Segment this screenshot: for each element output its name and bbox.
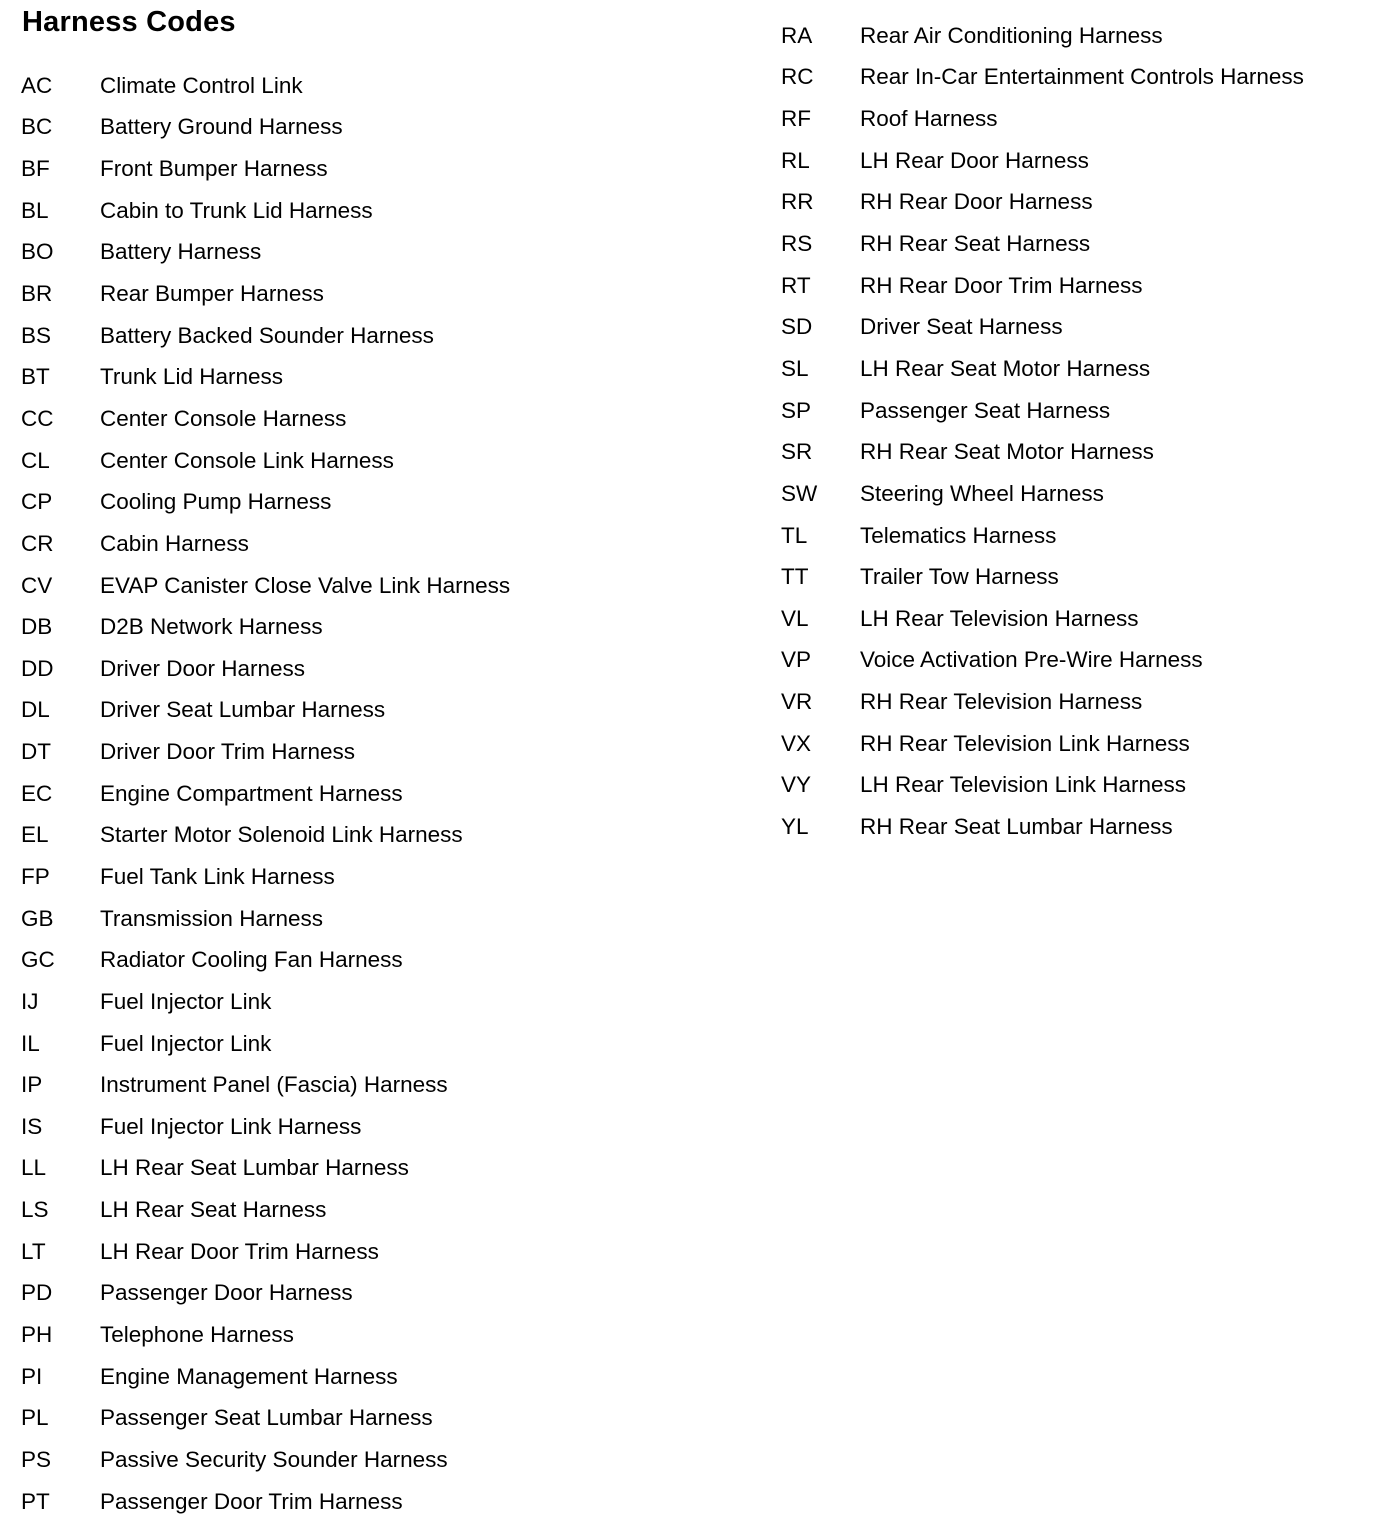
harness-code-row — [21, 315, 510, 357]
harness-description: Cabin to Trunk Lid Harness — [100, 197, 373, 223]
harness-code: TL — [781, 522, 808, 548]
harness-code: SP — [781, 397, 812, 423]
harness-code: VL — [781, 605, 809, 631]
harness-code-row — [781, 765, 1304, 807]
harness-code-row — [21, 523, 510, 565]
harness-code-row — [21, 1231, 510, 1273]
harness-description: Passenger Seat Lumbar Harness — [100, 1405, 433, 1431]
harness-description: LH Rear Door Harness — [860, 147, 1089, 173]
harness-code: DT — [21, 739, 51, 765]
harness-description: D2B Network Harness — [100, 614, 323, 640]
harness-code-row — [21, 1439, 510, 1481]
harness-code-row — [21, 856, 510, 898]
harness-code-row — [21, 565, 510, 607]
harness-code: LL — [21, 1155, 47, 1181]
harness-code-row — [21, 1189, 510, 1231]
harness-code-row — [21, 1356, 510, 1398]
harness-description: Front Bumper Harness — [100, 156, 328, 182]
harness-description: Center Console Link Harness — [100, 447, 394, 473]
harness-code: SL — [781, 355, 809, 381]
harness-code-row — [21, 107, 510, 149]
harness-code: DB — [21, 614, 53, 640]
harness-code-row — [21, 939, 510, 981]
harness-description: Rear In-Car Entertainment Controls Harness — [860, 64, 1304, 90]
harness-code-row — [781, 57, 1304, 99]
harness-code-row — [781, 598, 1304, 640]
harness-description: Driver Seat Harness — [860, 314, 1063, 340]
harness-code: EL — [21, 822, 49, 848]
harness-code: RC — [781, 64, 814, 90]
harness-code: VR — [781, 689, 813, 715]
harness-code-row — [21, 356, 510, 398]
harness-description: EVAP Canister Close Valve Link Harness — [100, 572, 511, 598]
harness-description: Radiator Cooling Fan Harness — [100, 947, 403, 973]
harness-code: BL — [21, 197, 49, 223]
harness-code-row — [21, 606, 510, 648]
harness-code-row — [21, 232, 510, 274]
harness-description: Telematics Harness — [860, 522, 1057, 548]
harness-description: Telephone Harness — [100, 1322, 294, 1348]
harness-code: DL — [21, 697, 50, 723]
harness-code-row — [781, 15, 1304, 57]
harness-code-row — [781, 473, 1304, 515]
harness-code: IL — [21, 1030, 40, 1056]
harness-code-row — [21, 690, 510, 732]
harness-code: RS — [781, 231, 813, 257]
harness-code-row — [781, 223, 1304, 265]
harness-code: TT — [781, 564, 809, 590]
harness-code-row — [21, 1023, 510, 1065]
harness-description: Rear Bumper Harness — [100, 281, 324, 307]
harness-code-row — [781, 681, 1304, 723]
harness-description: Cooling Pump Harness — [100, 489, 332, 515]
harness-code-row — [21, 440, 510, 482]
harness-code-row — [781, 140, 1304, 182]
harness-code: PI — [21, 1363, 43, 1389]
harness-description: Fuel Injector Link Harness — [100, 1113, 362, 1139]
harness-code-row — [21, 190, 510, 232]
harness-code-row — [781, 265, 1304, 307]
harness-code-row — [21, 65, 510, 107]
harness-code: RF — [781, 106, 811, 132]
harness-code-row — [21, 1148, 510, 1190]
harness-description: Center Console Harness — [100, 405, 347, 431]
harness-description: Battery Backed Sounder Harness — [100, 322, 434, 348]
harness-description: Engine Management Harness — [100, 1363, 398, 1389]
harness-code: IP — [21, 1072, 43, 1098]
harness-code: SR — [781, 439, 813, 465]
harness-code: VY — [781, 772, 812, 798]
harness-code: LT — [21, 1238, 46, 1264]
harness-code: PT — [21, 1488, 50, 1514]
harness-code: BC — [21, 114, 53, 140]
harness-description: Trunk Lid Harness — [100, 364, 283, 390]
harness-code: DD — [21, 655, 54, 681]
harness-description: Instrument Panel (Fascia) Harness — [100, 1072, 448, 1098]
harness-code-row — [21, 481, 510, 523]
harness-code-row — [21, 1398, 510, 1440]
harness-description: LH Rear Television Harness — [860, 605, 1139, 631]
harness-code-row — [781, 515, 1304, 557]
harness-code-row — [21, 815, 510, 857]
harness-code-row — [781, 640, 1304, 682]
harness-code-row — [781, 306, 1304, 348]
harness-code: RL — [781, 147, 810, 173]
harness-code-row — [781, 182, 1304, 224]
harness-code: PH — [21, 1322, 53, 1348]
harness-description: Steering Wheel Harness — [860, 480, 1104, 506]
harness-description: Passive Security Sounder Harness — [100, 1446, 448, 1472]
harness-code-row — [21, 898, 510, 940]
harness-code: RA — [781, 22, 813, 48]
harness-code-row — [781, 390, 1304, 432]
harness-description: RH Rear Seat Motor Harness — [860, 439, 1154, 465]
harness-code-row — [781, 723, 1304, 765]
harness-description: Rear Air Conditioning Harness — [860, 22, 1163, 48]
harness-code: CV — [21, 572, 53, 598]
harness-description: LH Rear Door Trim Harness — [100, 1238, 379, 1264]
harness-code: LS — [21, 1197, 49, 1223]
harness-description: Driver Seat Lumbar Harness — [100, 697, 386, 723]
harness-description: Voice Activation Pre-Wire Harness — [860, 647, 1203, 673]
harness-description: RH Rear Door Harness — [860, 189, 1093, 215]
harness-code-list-left — [21, 65, 510, 1522]
harness-description: Fuel Tank Link Harness — [100, 863, 335, 889]
harness-description: Trailer Tow Harness — [860, 564, 1059, 590]
harness-code-row — [21, 273, 510, 315]
harness-code: GC — [21, 947, 55, 973]
harness-code-row — [21, 1314, 510, 1356]
harness-code: RR — [781, 189, 814, 215]
harness-description: LH Rear Seat Lumbar Harness — [100, 1155, 409, 1181]
harness-description: Cabin Harness — [100, 530, 249, 556]
harness-description: Passenger Seat Harness — [860, 397, 1111, 423]
harness-code: BF — [21, 156, 50, 182]
harness-description: RH Rear Seat Harness — [860, 231, 1091, 257]
harness-code: BR — [21, 281, 53, 307]
harness-code: PD — [21, 1280, 53, 1306]
harness-description: LH Rear Television Link Harness — [860, 772, 1186, 798]
harness-code-row — [21, 648, 510, 690]
harness-code: BO — [21, 239, 54, 265]
harness-description: RH Rear Seat Lumbar Harness — [860, 813, 1173, 839]
harness-code: IS — [21, 1113, 43, 1139]
harness-code: FP — [21, 863, 50, 889]
harness-description: Engine Compartment Harness — [100, 780, 403, 806]
harness-code-row — [21, 731, 510, 773]
harness-code-row — [21, 773, 510, 815]
harness-code-row — [21, 1106, 510, 1148]
harness-code: CC — [21, 405, 54, 431]
harness-code-row — [781, 431, 1304, 473]
harness-code: YL — [781, 813, 809, 839]
harness-code: VX — [781, 730, 812, 756]
harness-code-row — [781, 98, 1304, 140]
harness-code-row — [21, 148, 510, 190]
harness-code: CR — [21, 530, 54, 556]
harness-code-row — [781, 348, 1304, 390]
harness-code: EC — [21, 780, 53, 806]
harness-code-list-right — [781, 15, 1304, 848]
harness-code-row — [21, 1273, 510, 1315]
harness-code-row — [781, 806, 1304, 848]
harness-code: SD — [781, 314, 813, 340]
harness-code: BT — [21, 364, 50, 390]
harness-code: CP — [21, 489, 53, 515]
harness-description: Passenger Door Harness — [100, 1280, 353, 1306]
harness-description: Battery Harness — [100, 239, 262, 265]
harness-code: PL — [21, 1405, 49, 1431]
harness-description: LH Rear Seat Harness — [100, 1197, 327, 1223]
harness-code-row — [21, 1064, 510, 1106]
harness-code: VP — [781, 647, 812, 673]
harness-description: Roof Harness — [860, 106, 998, 132]
harness-code: SW — [781, 480, 818, 506]
harness-description: Passenger Door Trim Harness — [100, 1488, 403, 1514]
harness-description: LH Rear Seat Motor Harness — [860, 355, 1151, 381]
harness-description: Starter Motor Solenoid Link Harness — [100, 822, 463, 848]
harness-description: Fuel Injector Link — [100, 988, 272, 1014]
harness-code-row — [781, 556, 1304, 598]
harness-code: RT — [781, 272, 811, 298]
harness-code-row — [21, 981, 510, 1023]
harness-code: AC — [21, 72, 53, 98]
harness-description: Driver Door Trim Harness — [100, 739, 356, 765]
harness-code: CL — [21, 447, 50, 473]
harness-code: IJ — [21, 988, 39, 1014]
harness-description: Battery Ground Harness — [100, 114, 343, 140]
harness-code: GB — [21, 905, 54, 931]
harness-description: RH Rear Door Trim Harness — [860, 272, 1143, 298]
page-title: Harness Codes — [22, 6, 236, 38]
harness-description: Fuel Injector Link — [100, 1030, 272, 1056]
harness-code-row — [21, 1481, 510, 1522]
harness-description: RH Rear Television Link Harness — [860, 730, 1190, 756]
harness-description: RH Rear Television Harness — [860, 689, 1143, 715]
harness-description: Driver Door Harness — [100, 655, 306, 681]
harness-code-row — [21, 398, 510, 440]
harness-description: Climate Control Link — [100, 72, 303, 98]
harness-description: Transmission Harness — [100, 905, 323, 931]
harness-code: PS — [21, 1446, 52, 1472]
harness-code: BS — [21, 322, 52, 348]
